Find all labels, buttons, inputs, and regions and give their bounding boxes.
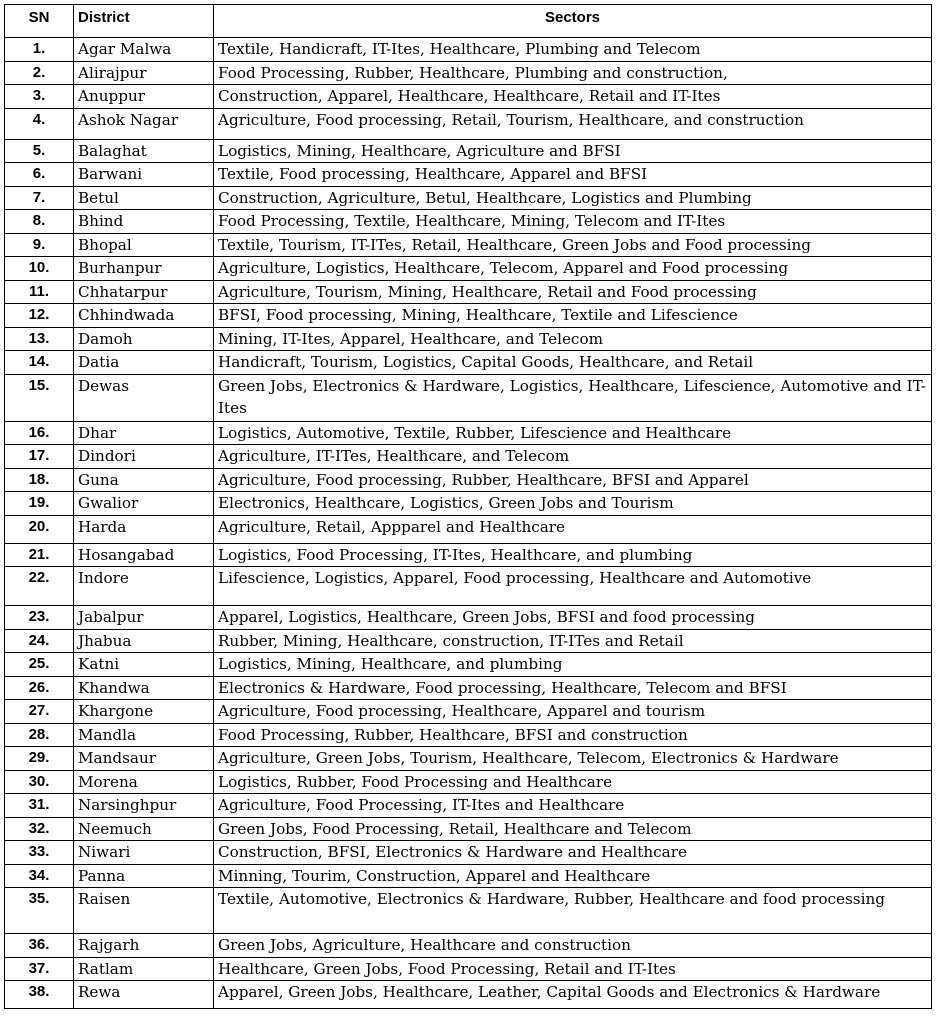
table-row bbox=[5, 233, 932, 257]
header-district: District bbox=[74, 5, 214, 38]
cell-sectors: Construction, Agriculture, Betul, Healthcare, Logistics and Plumbing bbox=[214, 186, 932, 210]
cell-district: Harda bbox=[74, 515, 214, 543]
header-sn: SN bbox=[5, 5, 74, 38]
cell-sn: 33. bbox=[5, 841, 74, 865]
cell-sectors: Logistics, Mining, Healthcare, and plumbing bbox=[214, 653, 932, 677]
cell-district: Rajgarh bbox=[74, 934, 214, 958]
cell-sectors: Food Processing, Textile, Healthcare, Mining, Telecom and IT-Ites bbox=[214, 210, 932, 234]
cell-district: Panna bbox=[74, 864, 214, 888]
cell-sn: 13. bbox=[5, 327, 74, 351]
cell-sn: 4. bbox=[5, 108, 74, 139]
cell-sn: 10. bbox=[5, 257, 74, 281]
table-row bbox=[5, 567, 932, 606]
cell-sectors: Logistics, Rubber, Food Processing and Healthcare bbox=[214, 770, 932, 794]
table-row bbox=[5, 61, 932, 85]
cell-sn: 19. bbox=[5, 492, 74, 516]
table-body bbox=[5, 38, 932, 1009]
cell-sn: 30. bbox=[5, 770, 74, 794]
cell-sn: 36. bbox=[5, 934, 74, 958]
cell-sectors: Green Jobs, Agriculture, Healthcare and construction bbox=[214, 934, 932, 958]
cell-sectors: Green Jobs, Food Processing, Retail, Healthcare and Telecom bbox=[214, 817, 932, 841]
cell-sectors: Textile, Food processing, Healthcare, Apparel and BFSI bbox=[214, 163, 932, 187]
cell-district: Chhatarpur bbox=[74, 280, 214, 304]
cell-sectors: Agriculture, IT-ITes, Healthcare, and Telecom bbox=[214, 445, 932, 469]
cell-sectors: Food Processing, Rubber, Healthcare, BFSI and construction bbox=[214, 723, 932, 747]
cell-sn: 29. bbox=[5, 747, 74, 771]
table-row bbox=[5, 676, 932, 700]
cell-sn: 26. bbox=[5, 676, 74, 700]
table-row bbox=[5, 351, 932, 375]
cell-sectors: Healthcare, Green Jobs, Food Processing, Retail and IT-Ites bbox=[214, 957, 932, 981]
table-row bbox=[5, 38, 932, 62]
table-row bbox=[5, 85, 932, 109]
district-sectors-table bbox=[4, 4, 932, 1009]
cell-sectors: Agriculture, Food processing, Rubber, Healthcare, BFSI and Apparel bbox=[214, 468, 932, 492]
cell-sectors: Food Processing, Rubber, Healthcare, Plumbing and construction, bbox=[214, 61, 932, 85]
cell-district: Narsinghpur bbox=[74, 794, 214, 818]
cell-sectors: Apparel, Logistics, Healthcare, Green Jobs, BFSI and food processing bbox=[214, 606, 932, 630]
table-row bbox=[5, 468, 932, 492]
cell-sectors: Logistics, Mining, Healthcare, Agriculture and BFSI bbox=[214, 139, 932, 163]
table-row bbox=[5, 163, 932, 187]
cell-sectors: Handicraft, Tourism, Logistics, Capital Goods, Healthcare, and Retail bbox=[214, 351, 932, 375]
cell-sn: 20. bbox=[5, 515, 74, 543]
cell-sn: 8. bbox=[5, 210, 74, 234]
cell-district: Hosangabad bbox=[74, 543, 214, 567]
cell-district: Rewa bbox=[74, 981, 214, 1009]
cell-sn: 1. bbox=[5, 38, 74, 62]
cell-sn: 21. bbox=[5, 543, 74, 567]
cell-district: Indore bbox=[74, 567, 214, 606]
cell-district: Anuppur bbox=[74, 85, 214, 109]
cell-district: Mandsaur bbox=[74, 747, 214, 771]
table-row bbox=[5, 747, 932, 771]
table-row bbox=[5, 957, 932, 981]
cell-sectors: BFSI, Food processing, Mining, Healthcare, Textile and Lifescience bbox=[214, 304, 932, 328]
table-row bbox=[5, 888, 932, 934]
table-row bbox=[5, 606, 932, 630]
cell-district: Gwalior bbox=[74, 492, 214, 516]
cell-sn: 16. bbox=[5, 421, 74, 445]
table-row bbox=[5, 304, 932, 328]
cell-district: Dindori bbox=[74, 445, 214, 469]
cell-sectors: Agriculture, Green Jobs, Tourism, Healthcare, Telecom, Electronics & Hardware bbox=[214, 747, 932, 771]
cell-district: Balaghat bbox=[74, 139, 214, 163]
table-row bbox=[5, 421, 932, 445]
cell-sectors: Mining, IT-Ites, Apparel, Healthcare, and Telecom bbox=[214, 327, 932, 351]
table-row bbox=[5, 723, 932, 747]
cell-district: Niwari bbox=[74, 841, 214, 865]
cell-district: Guna bbox=[74, 468, 214, 492]
header-row bbox=[5, 5, 932, 38]
cell-sn: 2. bbox=[5, 61, 74, 85]
cell-sn: 15. bbox=[5, 374, 74, 421]
cell-district: Dhar bbox=[74, 421, 214, 445]
cell-sn: 25. bbox=[5, 653, 74, 677]
cell-district: Burhanpur bbox=[74, 257, 214, 281]
header-sectors: Sectors bbox=[214, 5, 932, 38]
table-row bbox=[5, 543, 932, 567]
cell-sn: 14. bbox=[5, 351, 74, 375]
cell-sn: 28. bbox=[5, 723, 74, 747]
table-row bbox=[5, 981, 932, 1009]
cell-sectors: Textile, Handicraft, IT-Ites, Healthcare, Plumbing and Telecom bbox=[214, 38, 932, 62]
cell-sn: 24. bbox=[5, 629, 74, 653]
cell-sn: 11. bbox=[5, 280, 74, 304]
cell-sn: 6. bbox=[5, 163, 74, 187]
cell-sectors: Agriculture, Tourism, Mining, Healthcare, Retail and Food processing bbox=[214, 280, 932, 304]
cell-sectors: Construction, Apparel, Healthcare, Healthcare, Retail and IT-Ites bbox=[214, 85, 932, 109]
table-row bbox=[5, 327, 932, 351]
cell-sectors: Lifescience, Logistics, Apparel, Food processing, Healthcare and Automotive bbox=[214, 567, 932, 606]
cell-sn: 18. bbox=[5, 468, 74, 492]
cell-sectors: Agriculture, Food processing, Healthcare, Apparel and tourism bbox=[214, 700, 932, 724]
cell-district: Raisen bbox=[74, 888, 214, 934]
table-row bbox=[5, 934, 932, 958]
cell-district: Barwani bbox=[74, 163, 214, 187]
cell-sectors: Textile, Automotive, Electronics & Hardware, Rubber, Healthcare and food processing bbox=[214, 888, 932, 934]
cell-district: Damoh bbox=[74, 327, 214, 351]
cell-sectors: Green Jobs, Electronics & Hardware, Logistics, Healthcare, Lifescience, Automotive and IT-Ites bbox=[214, 374, 932, 421]
table-row bbox=[5, 108, 932, 139]
table-row bbox=[5, 653, 932, 677]
cell-sn: 9. bbox=[5, 233, 74, 257]
cell-district: Jabalpur bbox=[74, 606, 214, 630]
cell-sectors: Logistics, Automotive, Textile, Rubber, Lifescience and Healthcare bbox=[214, 421, 932, 445]
cell-district: Datia bbox=[74, 351, 214, 375]
table-row bbox=[5, 770, 932, 794]
cell-district: Jhabua bbox=[74, 629, 214, 653]
cell-sectors: Electronics & Hardware, Food processing, Healthcare, Telecom and BFSI bbox=[214, 676, 932, 700]
cell-sectors: Apparel, Green Jobs, Healthcare, Leather, Capital Goods and Electronics & Hardware bbox=[214, 981, 932, 1009]
cell-sn: 5. bbox=[5, 139, 74, 163]
cell-sectors: Agriculture, Logistics, Healthcare, Telecom, Apparel and Food processing bbox=[214, 257, 932, 281]
cell-sectors: Rubber, Mining, Healthcare, construction, IT-ITes and Retail bbox=[214, 629, 932, 653]
cell-district: Khandwa bbox=[74, 676, 214, 700]
table-row bbox=[5, 374, 932, 421]
table-row bbox=[5, 492, 932, 516]
table-row bbox=[5, 700, 932, 724]
cell-sn: 22. bbox=[5, 567, 74, 606]
table-row bbox=[5, 445, 932, 469]
table-row bbox=[5, 794, 932, 818]
cell-district: Dewas bbox=[74, 374, 214, 421]
cell-sectors: Construction, BFSI, Electronics & Hardware and Healthcare bbox=[214, 841, 932, 865]
cell-sn: 17. bbox=[5, 445, 74, 469]
table-row bbox=[5, 629, 932, 653]
cell-district: Neemuch bbox=[74, 817, 214, 841]
cell-district: Agar Malwa bbox=[74, 38, 214, 62]
cell-sn: 35. bbox=[5, 888, 74, 934]
table-row bbox=[5, 864, 932, 888]
cell-district: Alirajpur bbox=[74, 61, 214, 85]
table-row bbox=[5, 257, 932, 281]
cell-sn: 12. bbox=[5, 304, 74, 328]
cell-sn: 23. bbox=[5, 606, 74, 630]
cell-sectors: Agriculture, Food Processing, IT-Ites and Healthcare bbox=[214, 794, 932, 818]
table-row bbox=[5, 186, 932, 210]
cell-sectors: Electronics, Healthcare, Logistics, Green Jobs and Tourism bbox=[214, 492, 932, 516]
table-row bbox=[5, 515, 932, 543]
table-row bbox=[5, 280, 932, 304]
table-row bbox=[5, 817, 932, 841]
cell-district: Ratlam bbox=[74, 957, 214, 981]
cell-sectors: Agriculture, Retail, Appparel and Healthcare bbox=[214, 515, 932, 543]
cell-district: Chhindwada bbox=[74, 304, 214, 328]
cell-district: Bhind bbox=[74, 210, 214, 234]
cell-sn: 37. bbox=[5, 957, 74, 981]
cell-district: Betul bbox=[74, 186, 214, 210]
cell-sn: 34. bbox=[5, 864, 74, 888]
cell-district: Bhopal bbox=[74, 233, 214, 257]
table-row bbox=[5, 841, 932, 865]
cell-district: Katni bbox=[74, 653, 214, 677]
cell-sn: 27. bbox=[5, 700, 74, 724]
cell-sectors: Minning, Tourim, Construction, Apparel and Healthcare bbox=[214, 864, 932, 888]
cell-sectors: Logistics, Food Processing, IT-Ites, Healthcare, and plumbing bbox=[214, 543, 932, 567]
table-row bbox=[5, 139, 932, 163]
cell-sn: 38. bbox=[5, 981, 74, 1009]
cell-district: Mandla bbox=[74, 723, 214, 747]
cell-sn: 7. bbox=[5, 186, 74, 210]
cell-sn: 3. bbox=[5, 85, 74, 109]
cell-sn: 31. bbox=[5, 794, 74, 818]
cell-sectors: Agriculture, Food processing, Retail, Tourism, Healthcare, and construction bbox=[214, 108, 932, 139]
table-row bbox=[5, 210, 932, 234]
cell-district: Khargone bbox=[74, 700, 214, 724]
cell-sectors: Textile, Tourism, IT-ITes, Retail, Healthcare, Green Jobs and Food processing bbox=[214, 233, 932, 257]
cell-district: Morena bbox=[74, 770, 214, 794]
cell-district: Ashok Nagar bbox=[74, 108, 214, 139]
cell-sn: 32. bbox=[5, 817, 74, 841]
